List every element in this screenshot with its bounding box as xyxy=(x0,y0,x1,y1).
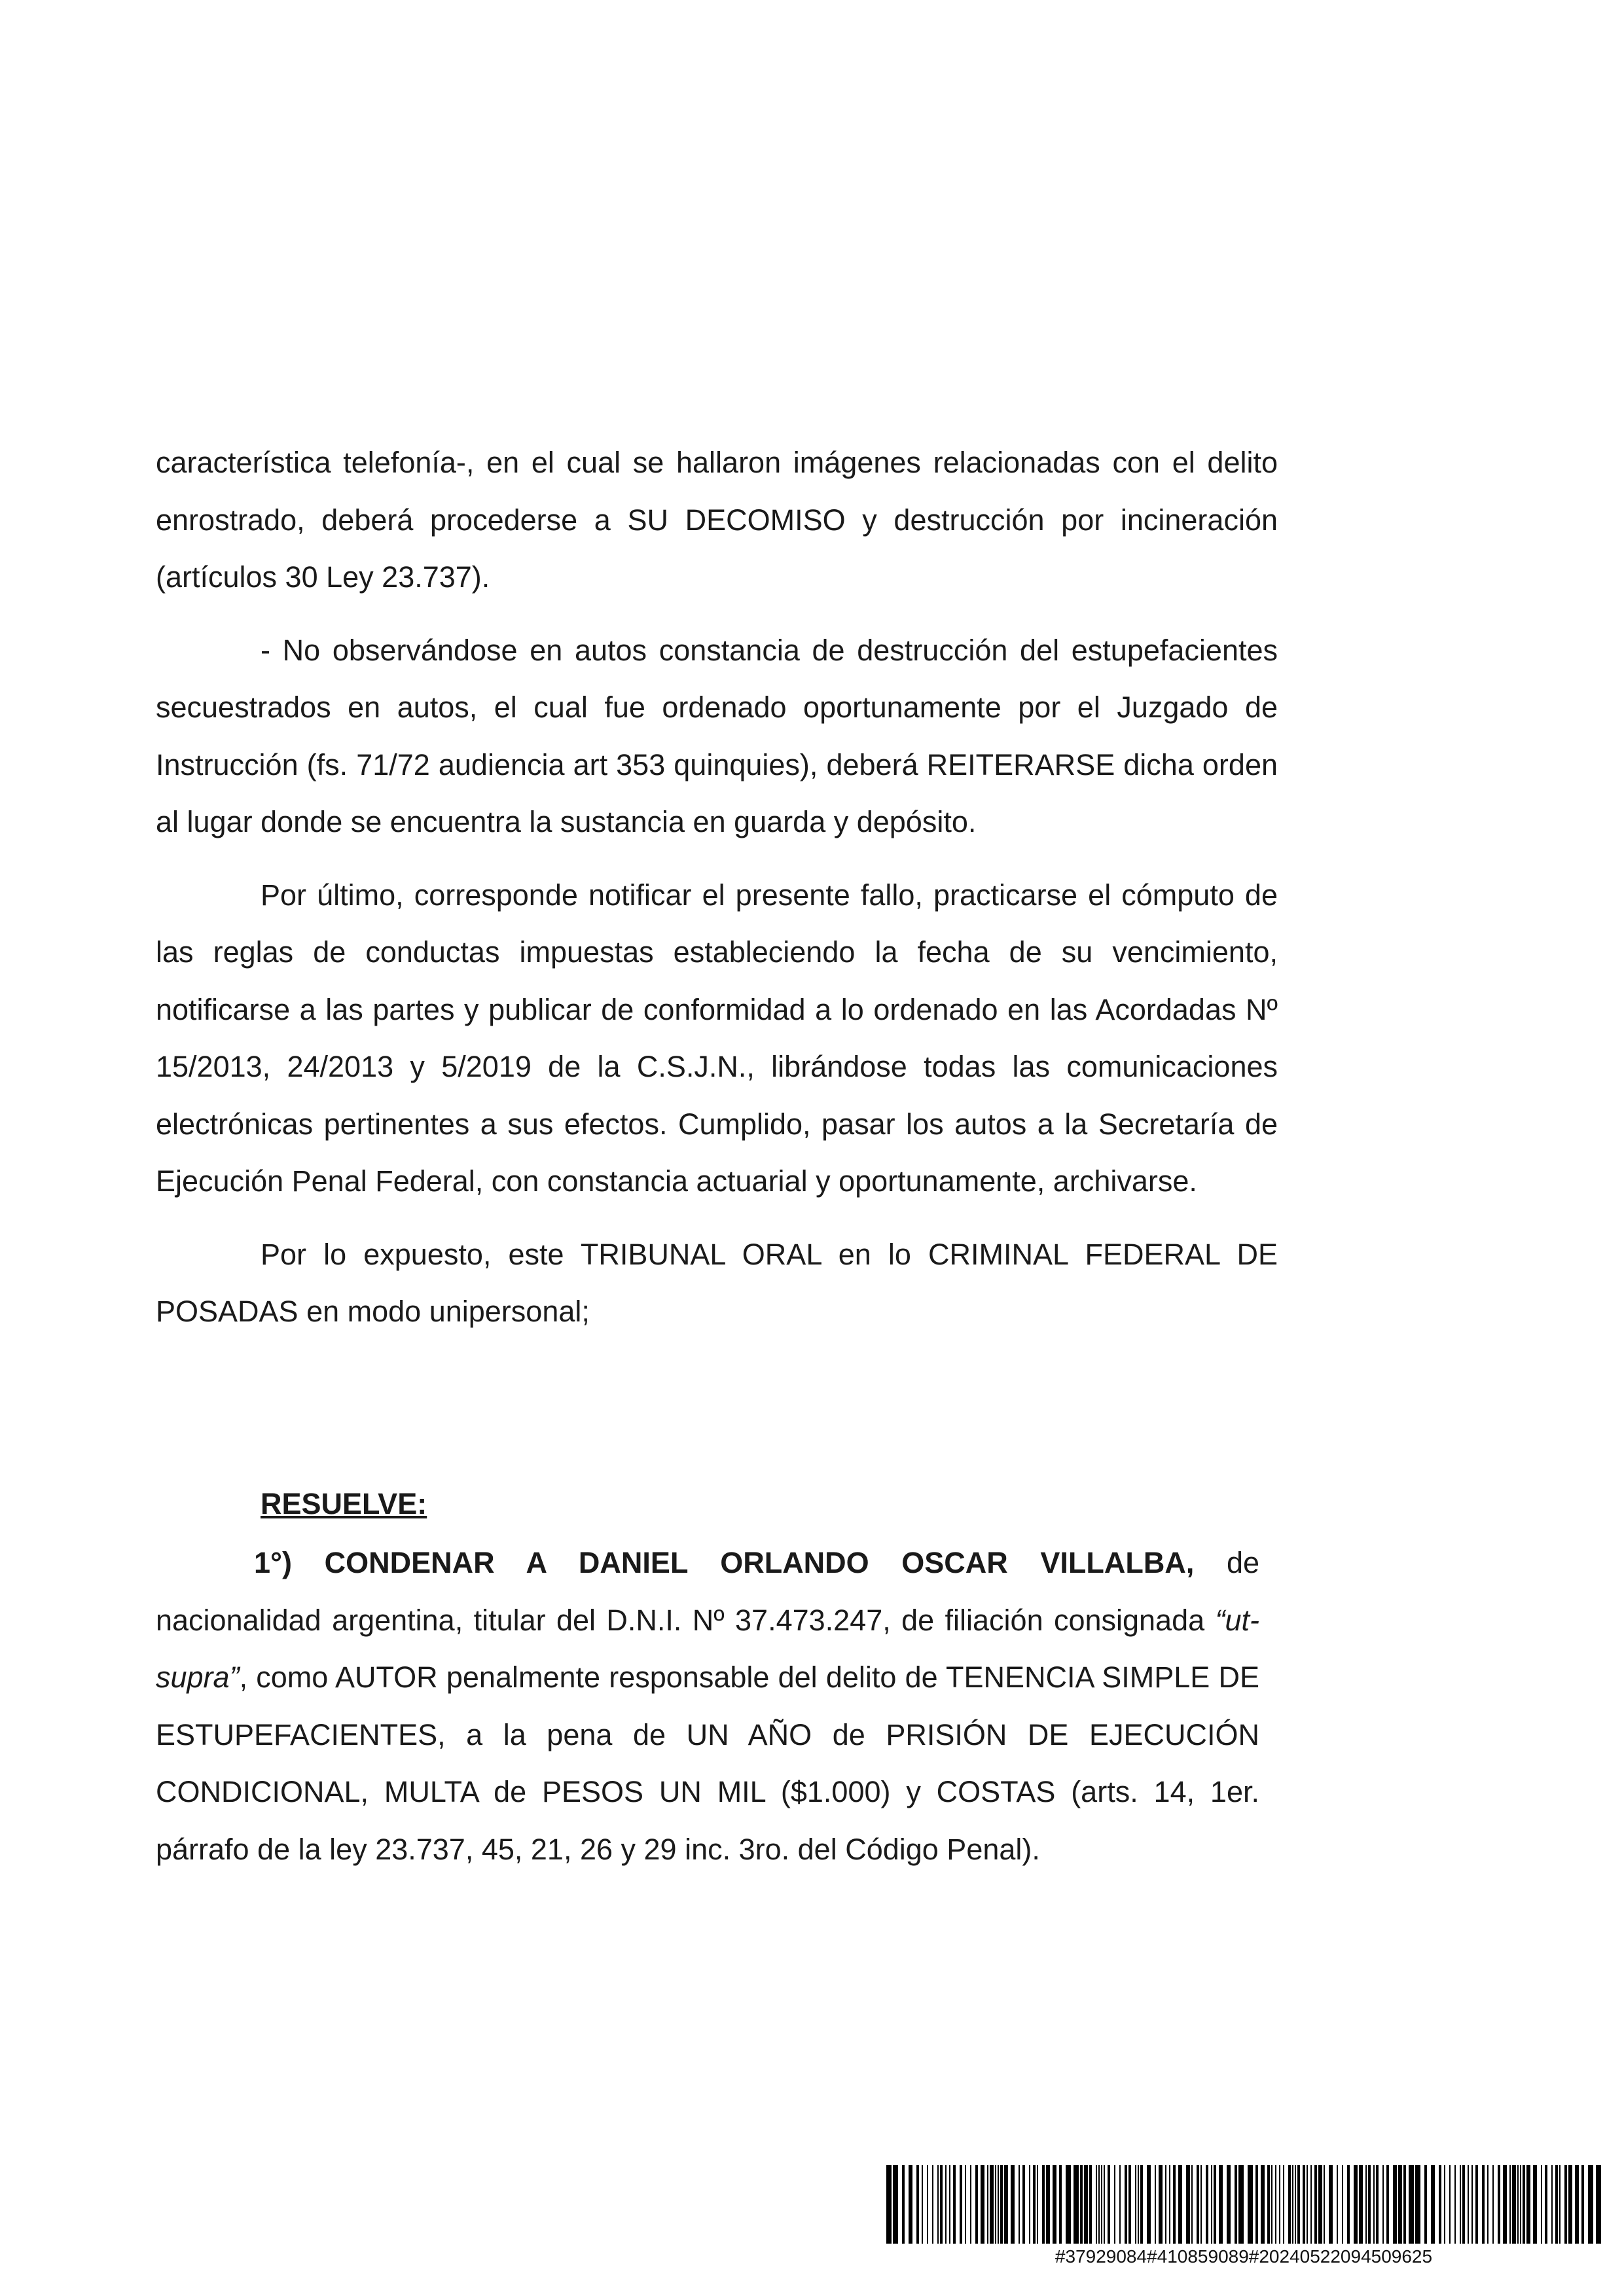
resolution-1 xyxy=(156,1534,1259,1878)
paragraph-por-lo-expuesto: Por lo expuesto, este TRIBUNAL ORAL en lo CRIMINAL FEDERAL DE POSADAS en modo unipersonal; xyxy=(156,1237,1278,1328)
paragraph-notificar: Por último, corresponde notificar el presente fallo, practicarse el cómputo de las reglas de conductas impuestas estableciendo la fecha de su vencimiento, notificarse a las partes y publicar de conformidad a lo ordenado en las Acordadas Nº 15/2013, 24/2013 y 5/2019 de la C.S.J.N., librándose todas las comunicaciones electrónicas pertinentes a sus efectos. Cumplido, pasar los autos a la Secretaría de Ejecución Penal Federal, con constancia actuarial y oportunamente, archivarse. xyxy=(156,878,1278,1198)
resolution-1-text-a: de nacionalidad argentina, titular del D.N.I. Nº 37.473.247, de filiación consignada xyxy=(156,1546,1260,1637)
resolution-1-text xyxy=(156,1534,1259,1878)
resuelve-heading: RESUELVE: xyxy=(261,1487,427,1520)
barcode xyxy=(886,2165,1601,2270)
barcode-bars xyxy=(886,2165,1601,2244)
body-text xyxy=(156,434,1278,1340)
resolution-1-italic: “ut-supra” xyxy=(156,1603,1259,1694)
resolution-1-text-b: , como AUTOR penalmente responsable del delito de TENENCIA SIMPLE DE ESTUPEFACIENTES, a la pena de UN AÑO de PRISIÓN DE EJECUCIÓN CONDICIONAL, MULTA de PESOS UN MIL ($1.000) y COSTAS (arts. 14, 1er. párrafo de la ley 23.737, 45, 21, 26 y 29 inc. 3ro. del Código Penal). xyxy=(156,1660,1259,1866)
paragraph-estupefacientes: - No observándose en autos constancia de destrucción del estupefacientes secuestrados en autos, el cual fue ordenado oportunamente por el Juzgado de Instrucción (fs. 71/72 audiencia art 353 quinquies), deberá REITERARSE dicha orden al lugar donde se encuentra la sustancia en guarda y depósito. xyxy=(156,633,1278,838)
resolution-1-lead: 1°) CONDENAR A DANIEL ORLANDO OSCAR VILLALBA, xyxy=(254,1546,1195,1579)
barcode-caption: #37929084#410859089#20240522094509625 xyxy=(1055,2246,1433,2267)
paragraph-decomiso: característica telefonía-, en el cual se hallaron imágenes relacionadas con el delito enrostrado, deberá procederse a SU DECOMISO y destrucción por incineración (artículos 30 Ley 23.737). xyxy=(156,446,1278,594)
